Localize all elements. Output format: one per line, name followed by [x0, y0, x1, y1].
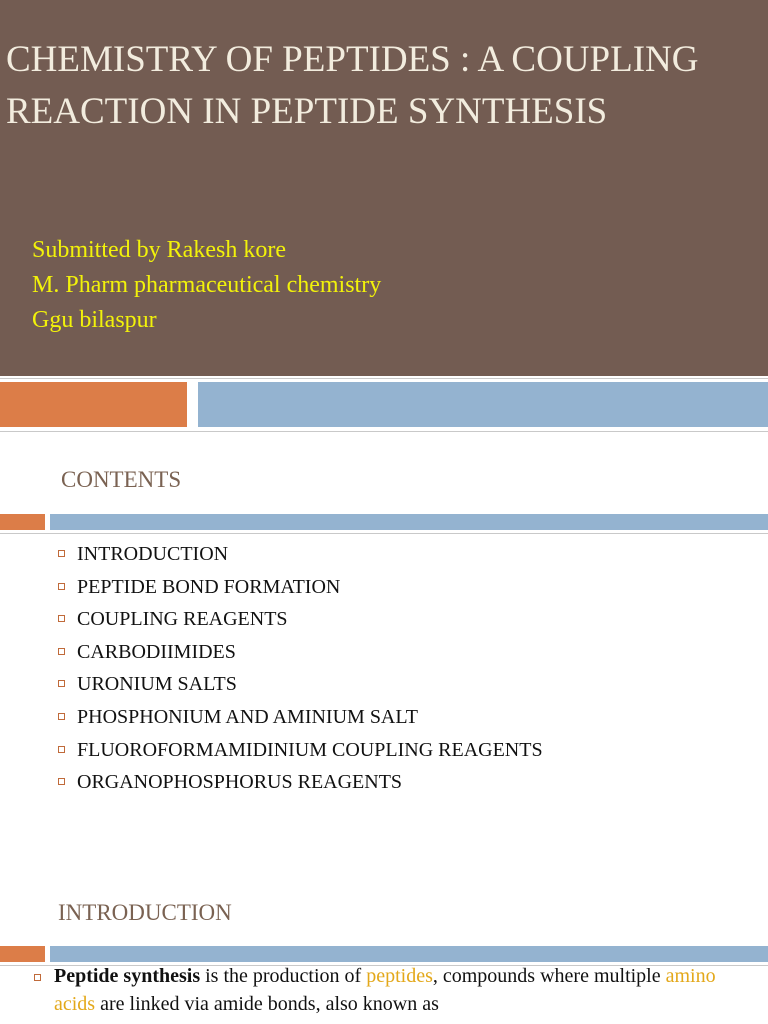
list-item: CARBODIIMIDES [56, 636, 543, 669]
subtitle-line-institution: Ggu bilaspur [32, 307, 157, 333]
introduction-paragraph: Peptide synthesis is the production of peptides, compounds where multiple amino acids are linked via amide bonds, also known as [54, 965, 716, 1015]
list-item: INTRODUCTION [56, 538, 543, 571]
square-bullet-icon [58, 648, 65, 655]
slide-divider [0, 378, 768, 379]
accent-bar-orange [0, 946, 45, 962]
square-bullet-icon [58, 583, 65, 590]
slide-divider [0, 431, 768, 432]
list-item: COUPLING REAGENTS [56, 603, 543, 636]
list-item: PHOSPHONIUM AND AMINIUM SALT [56, 701, 543, 734]
square-bullet-icon [58, 615, 65, 622]
contents-list [56, 538, 543, 799]
list-item: PEPTIDE BOND FORMATION [56, 571, 543, 604]
square-bullet-icon [34, 974, 41, 981]
accent-bar-blue [50, 514, 768, 530]
list-item: URONIUM SALTS [56, 668, 543, 701]
subtitle-line-author: Submitted by Rakesh kore [32, 237, 286, 263]
list-item: FLUOROFORMAMIDINIUM COUPLING REAGENTS [56, 734, 543, 767]
accent-bar-orange [0, 382, 187, 427]
list-item: ORGANOPHOSPHORUS REAGENTS [56, 766, 543, 799]
slide-subtitle [32, 233, 381, 338]
square-bullet-icon [58, 680, 65, 687]
introduction-heading: INTRODUCTION [58, 900, 232, 925]
square-bullet-icon [58, 550, 65, 557]
subtitle-line-program: M. Pharm pharmaceutical chemistry [32, 272, 382, 298]
bold-term: Peptide synthesis [54, 965, 201, 987]
square-bullet-icon [58, 778, 65, 785]
peptides-link[interactable]: peptides [366, 965, 433, 987]
accent-bar-orange [0, 514, 45, 530]
accent-bar-blue [198, 382, 768, 427]
accent-bar-blue [50, 946, 768, 962]
square-bullet-icon [58, 713, 65, 720]
amino-acids-link[interactable]: amino acids [54, 965, 716, 1015]
slide-divider [0, 533, 768, 534]
title-slide [0, 0, 768, 376]
contents-heading: CONTENTS [61, 467, 182, 492]
slide-title: CHEMISTRY OF PEPTIDES : A COUPLING REACTION IN PEPTIDE SYNTHESIS [6, 39, 699, 132]
square-bullet-icon [58, 746, 65, 753]
